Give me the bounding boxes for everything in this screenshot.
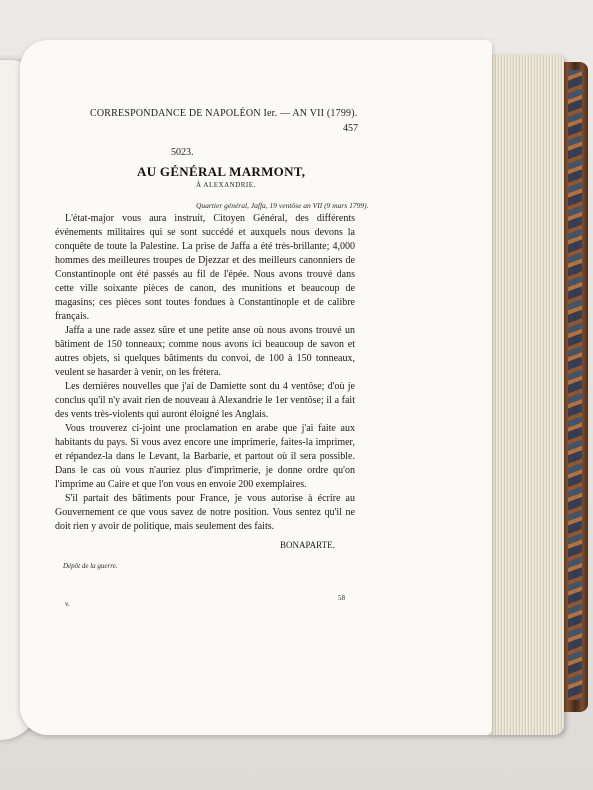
sheet-number: 58 [338,594,345,602]
signature-mark: v. [65,600,70,608]
paragraph: Jaffa a une rade assez sûre et une petite anse où nous avons trouvé un bâtiment de 150 tonneaux; comme nous avons ici beaucoup de savon et autres objets, si quelques bâtiments du convoi, de 100 à 150 tonneaux, veulent se hasarder à venir, on les frétera. [55,325,355,378]
letter-location: À ALEXANDRIE. [196,181,256,189]
running-title: CORRESPONDANCE DE NAPOLÉON Ier. — AN VII (1799). [90,108,358,119]
letter-signature: BONAPARTE. [280,540,335,550]
letter-body [55,212,355,534]
paragraph: Vous trouverez ci-joint une proclamation en arabe que j'ai faite aux habitants du pays. Si vous avez encore une imprimerie, faites-la imprimer, et répandez-la dans le Levant, la Barbarie, et partout où il sera possible. Dans le cas où vous n'auriez plus d'imprimerie, je donne ordre qu'on l'imprime au Caire et que l'on vous en envoie 200 exemplaires. [55,423,355,490]
paragraph: Les dernières nouvelles que j'ai de Damiette sont du 4 ventôse; d'où je conclus qu'il n'y avait rien de nouveau à Alexandrie le 1er ventôse; il a fait des vents très-violents qui auront éloigné les Anglais. [55,381,355,420]
letter-recipient: AU GÉNÉRAL MARMONT, [137,164,306,179]
page-block-edge [488,55,564,735]
paragraph: L'état-major vous aura instruit, Citoyen Général, des différents événements militaires qui se sont succédé et auxquels nous devons la conquête de toute la Palestine. La prise de Jaffa a été très-brillante; 4,000 hommes des meilleures troupes de Djezzar et des meilleurs canonniers de Constantinople ont été passés au fil de l'épée. Nous avons trouvé dans cette ville soixante pièces de canon, des munitions et beaucoup de magasins; ces pièces sont toutes fondues à Constantinople et de calibre français. [55,213,355,322]
paragraph: S'il partait des bâtiments pour France, je vous autorise à écrire au Gouvernement ce que vous savez de notre position. Vous sentez qu'il ne doit rien y avoir de politique, mais seulement des faits. [55,493,355,532]
letter-number: 5023. [171,147,194,158]
source-note: Dépôt de la guerre. [63,562,118,570]
letter-dateline: Quartier général, Jaffa, 19 ventôse an VII (9 mars 1799). [196,201,369,210]
page-number: 457 [343,123,358,134]
marbled-endpaper [568,70,582,700]
